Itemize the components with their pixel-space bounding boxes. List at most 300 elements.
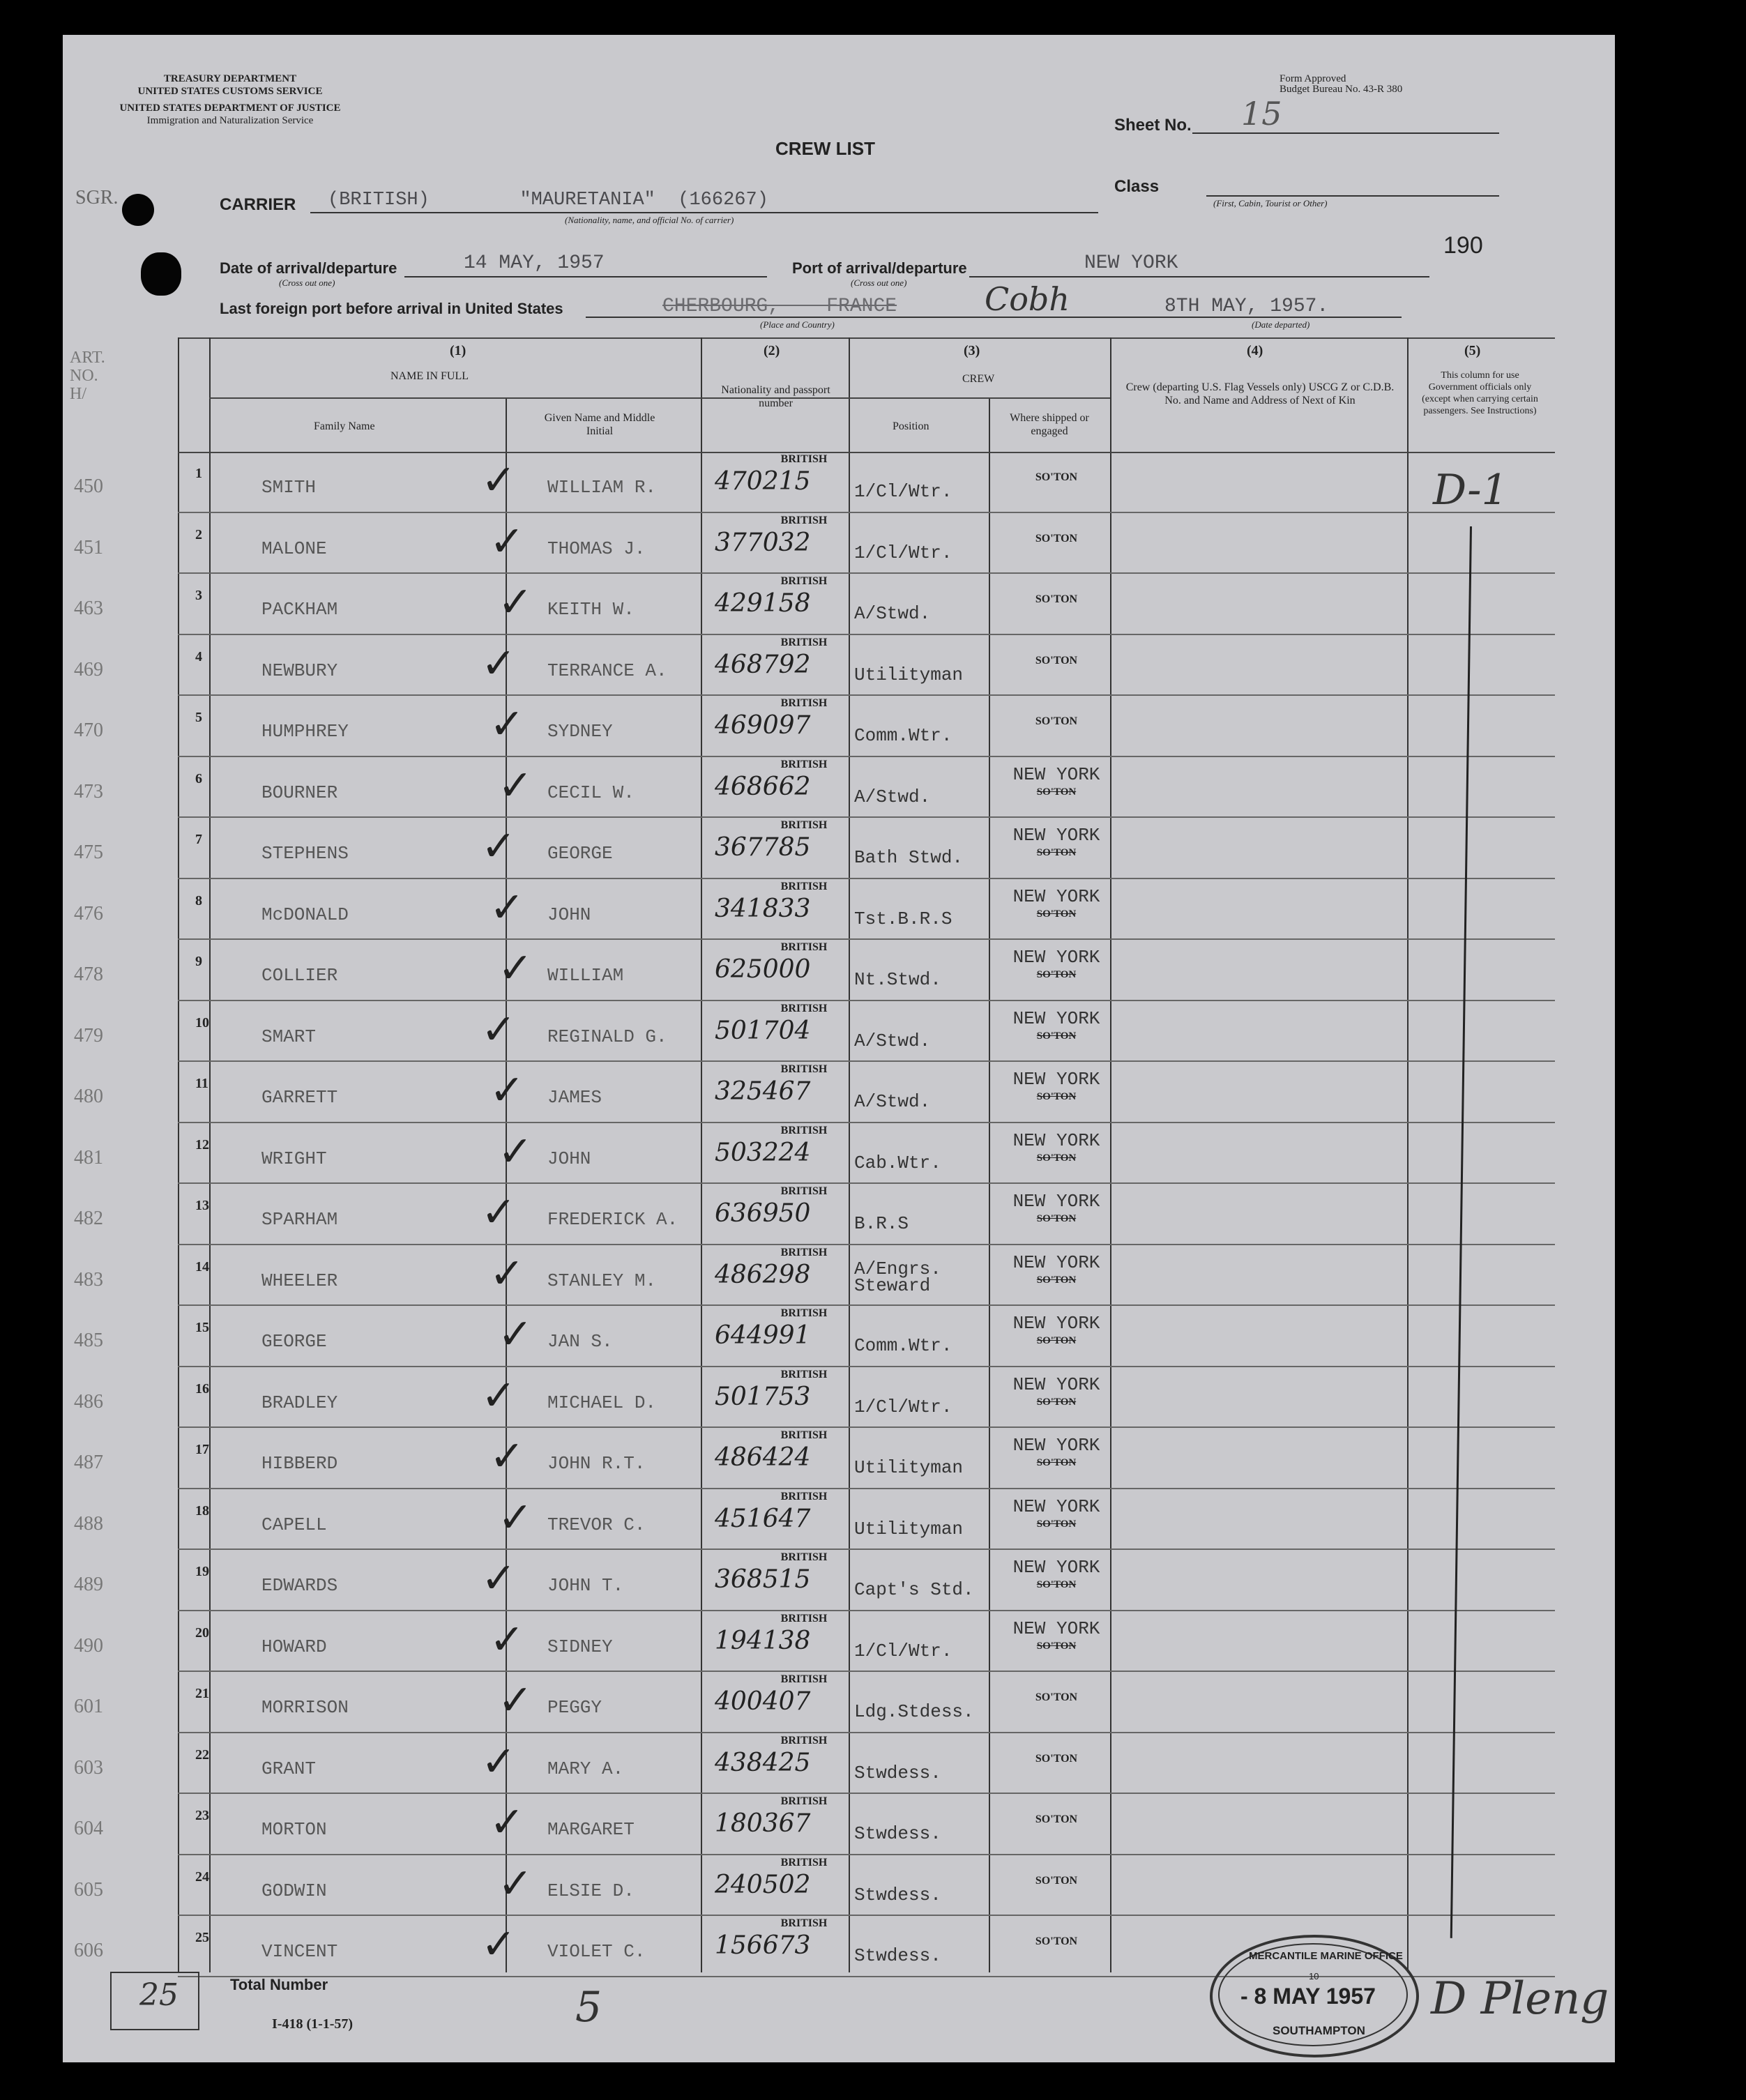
where-shipped: SO'TON bbox=[1035, 471, 1078, 483]
passport-number: 468662 bbox=[715, 772, 811, 801]
agency-line-4: Immigration and Naturalization Service bbox=[146, 115, 314, 126]
position: Nt.Stwd. bbox=[854, 969, 941, 990]
sgr-label: SGR. bbox=[75, 187, 119, 208]
given-name: MARGARET bbox=[547, 1819, 635, 1840]
where-shipped-new-york: NEW YORK bbox=[1012, 1251, 1100, 1273]
page-number: 190 bbox=[1443, 232, 1483, 259]
art-number: 486 bbox=[74, 1390, 103, 1413]
nationality: BRITISH bbox=[780, 1307, 828, 1319]
line-number: 20 bbox=[195, 1625, 209, 1641]
check-mark-icon: ✓ bbox=[481, 456, 517, 505]
nationality: BRITISH bbox=[780, 1185, 828, 1197]
sheet-label: Sheet No. bbox=[1114, 116, 1192, 135]
date-hint: (Cross out one) bbox=[279, 277, 335, 288]
family-name: EDWARDS bbox=[261, 1575, 338, 1596]
where-shipped: SO'TON bbox=[1036, 1518, 1077, 1530]
col1-given-heading: Given Name and Middle Initial bbox=[544, 412, 655, 437]
col1-title: NAME IN FULL bbox=[390, 370, 469, 382]
passport-number: 451647 bbox=[715, 1504, 811, 1533]
position: 1/Cl/Wtr. bbox=[854, 1640, 952, 1661]
port-underline bbox=[969, 276, 1429, 277]
check-mark-icon: ✓ bbox=[481, 1188, 517, 1237]
line-number: 4 bbox=[195, 648, 202, 664]
art-number: 487 bbox=[74, 1452, 103, 1473]
nationality: BRITISH bbox=[780, 636, 828, 648]
check-mark-icon: ✓ bbox=[498, 1859, 533, 1908]
departed-hint: (Date departed) bbox=[1252, 319, 1310, 330]
check-mark-icon: ✓ bbox=[498, 944, 533, 993]
family-name: BOURNER bbox=[261, 782, 338, 803]
given-name: MARY A. bbox=[547, 1758, 624, 1779]
line-number: 18 bbox=[195, 1502, 209, 1519]
given-name: CECIL W. bbox=[547, 782, 635, 803]
table-row bbox=[63, 1672, 1615, 1733]
table-row bbox=[63, 1367, 1615, 1429]
passport-number: 325467 bbox=[715, 1077, 811, 1106]
art-number: 479 bbox=[74, 1024, 103, 1047]
form-approved bbox=[1280, 74, 1402, 95]
position: A/Stwd. bbox=[854, 603, 931, 624]
table-row bbox=[63, 818, 1615, 879]
family-name: SMART bbox=[261, 1026, 317, 1047]
where-shipped-new-york: NEW YORK bbox=[1012, 1435, 1100, 1456]
where-shipped: SO'TON bbox=[1036, 1152, 1077, 1164]
line-number: 21 bbox=[195, 1686, 209, 1701]
art-number: 480 bbox=[74, 1086, 103, 1107]
line-number: 14 bbox=[195, 1258, 209, 1275]
given-name: JOHN bbox=[547, 904, 591, 925]
line-number: 2 bbox=[195, 526, 202, 542]
family-name: GARRETT bbox=[261, 1087, 338, 1108]
where-shipped-new-york: NEW YORK bbox=[1012, 1129, 1100, 1151]
where-shipped: SO'TON bbox=[1036, 1335, 1077, 1346]
family-name: BRADLEY bbox=[261, 1392, 338, 1413]
art-number: 489 bbox=[74, 1574, 103, 1595]
table-row bbox=[63, 1245, 1615, 1307]
where-shipped: SO'TON bbox=[1035, 1935, 1078, 1947]
family-name: STEPHENS bbox=[261, 843, 349, 864]
art-number: 473 bbox=[74, 780, 103, 802]
given-name: THOMAS J. bbox=[547, 538, 646, 559]
where-shipped: SO'TON bbox=[1035, 1874, 1078, 1887]
family-name: SMITH bbox=[261, 477, 317, 498]
position: Stwdess. bbox=[854, 1884, 941, 1905]
position: Capt's Std. bbox=[854, 1579, 974, 1600]
nationality: BRITISH bbox=[780, 1429, 828, 1441]
family-name: WHEELER bbox=[261, 1270, 338, 1291]
line-number: 11 bbox=[195, 1076, 208, 1091]
family-name: GRANT bbox=[261, 1758, 317, 1779]
given-name: ELSIE D. bbox=[547, 1880, 635, 1901]
line-number: 5 bbox=[195, 710, 202, 725]
check-mark-icon: ✓ bbox=[489, 1066, 525, 1115]
art-number: 476 bbox=[74, 902, 103, 925]
col5-title: This column for use Government officials only (except when carrying certain passengers. See Instructions) bbox=[1422, 370, 1538, 416]
check-mark-icon: ✓ bbox=[481, 1005, 517, 1054]
table-row bbox=[63, 879, 1615, 941]
family-name: GODWIN bbox=[261, 1880, 327, 1901]
passport-number: 503224 bbox=[715, 1138, 811, 1167]
passport-number: 194138 bbox=[715, 1626, 811, 1655]
nationality: BRITISH bbox=[780, 1490, 828, 1502]
form-number: I-418 (1-1-57) bbox=[272, 2016, 354, 2032]
passport-number: 486298 bbox=[715, 1260, 811, 1289]
given-name: JOHN bbox=[547, 1148, 591, 1169]
mercantile-marine-stamp bbox=[1210, 1935, 1419, 2057]
table-row bbox=[63, 1855, 1615, 1917]
art-number: 604 bbox=[74, 1818, 103, 1839]
passport-number: 468792 bbox=[715, 650, 811, 679]
art-number: 463 bbox=[74, 598, 103, 619]
table-row bbox=[63, 1794, 1615, 1855]
passport-number: 368515 bbox=[715, 1565, 811, 1594]
nationality: BRITISH bbox=[780, 1124, 828, 1136]
stamp-bottom-text: SOUTHAMPTON bbox=[1273, 2024, 1365, 2037]
where-shipped: SO'TON bbox=[1035, 532, 1078, 545]
nationality: BRITISH bbox=[780, 514, 828, 526]
art-number: 481 bbox=[74, 1146, 103, 1169]
col4-number: (4) bbox=[1247, 343, 1263, 358]
last-port-value: CHERBOURG, FRANCE bbox=[662, 296, 897, 317]
ink-blot-1 bbox=[122, 194, 154, 226]
position: Comm.Wtr. bbox=[854, 1335, 952, 1356]
where-shipped: SO'TON bbox=[1035, 1813, 1078, 1825]
table-row bbox=[63, 635, 1615, 697]
family-name: HIBBERD bbox=[261, 1453, 338, 1474]
check-mark-icon: ✓ bbox=[498, 578, 533, 627]
check-mark-icon: ✓ bbox=[481, 639, 517, 688]
where-shipped-new-york: NEW YORK bbox=[1012, 1496, 1100, 1517]
table-row bbox=[63, 1306, 1615, 1367]
nationality: BRITISH bbox=[780, 941, 828, 953]
where-shipped: SO'TON bbox=[1036, 1030, 1077, 1042]
check-mark-icon: ✓ bbox=[498, 1676, 533, 1725]
passport-number: 429158 bbox=[715, 589, 811, 618]
line-number: 9 bbox=[195, 954, 202, 969]
nationality: BRITISH bbox=[780, 1063, 828, 1075]
art-number: 603 bbox=[74, 1756, 103, 1779]
passport-number: 240502 bbox=[715, 1870, 811, 1899]
family-name: MALONE bbox=[261, 538, 327, 559]
sheet-value: 15 bbox=[1241, 95, 1282, 132]
given-name: SIDNEY bbox=[547, 1636, 613, 1657]
where-shipped: SO'TON bbox=[1036, 1091, 1077, 1102]
passport-number: 486424 bbox=[715, 1443, 811, 1472]
passport-number: 367785 bbox=[715, 833, 811, 862]
carrier-hint: (Nationality, name, and official No. of carrier) bbox=[565, 215, 734, 225]
departed-value: 8TH MAY, 1957. bbox=[1164, 296, 1329, 317]
where-shipped: SO'TON bbox=[1035, 715, 1078, 727]
where-shipped: SO'TON bbox=[1036, 847, 1077, 858]
position: A/Stwd. bbox=[854, 786, 931, 807]
art-number: 475 bbox=[74, 842, 103, 863]
form-approved-line-2: Budget Bureau No. 43-R 380 bbox=[1280, 84, 1403, 95]
where-shipped-new-york: NEW YORK bbox=[1012, 1007, 1100, 1029]
position: Bath Stwd. bbox=[854, 847, 964, 868]
class-underline bbox=[1206, 195, 1499, 197]
date-underline bbox=[404, 276, 767, 277]
given-name: GEORGE bbox=[547, 843, 613, 864]
check-mark-icon: ✓ bbox=[489, 883, 525, 932]
nationality: BRITISH bbox=[780, 1795, 828, 1807]
given-name: WILLIAM bbox=[547, 965, 624, 986]
col5-mark: D-1 bbox=[1433, 466, 1508, 515]
agency-header bbox=[112, 73, 349, 127]
ink-blot-2 bbox=[141, 252, 181, 296]
art-no-label: ART. NO. H/ bbox=[70, 349, 105, 403]
passport-number: 501753 bbox=[715, 1382, 811, 1411]
where-shipped-new-york: NEW YORK bbox=[1012, 1313, 1100, 1334]
crew-list-document bbox=[63, 35, 1615, 2062]
table-row bbox=[63, 1123, 1615, 1185]
table-top-line bbox=[178, 337, 1555, 339]
where-shipped-new-york: NEW YORK bbox=[1012, 1618, 1100, 1639]
art-number: 482 bbox=[74, 1208, 103, 1229]
art-number: 470 bbox=[74, 720, 103, 741]
col2-number: (2) bbox=[764, 343, 780, 358]
carrier-value: (BRITISH) "MAURETANIA" (166267) bbox=[328, 190, 768, 211]
stamp-small: 10 bbox=[1309, 1971, 1319, 1981]
passport-number: 180367 bbox=[715, 1809, 811, 1838]
page-title: CREW LIST bbox=[775, 138, 875, 159]
where-shipped: SO'TON bbox=[1035, 1691, 1078, 1703]
table-row bbox=[63, 1489, 1615, 1551]
sheet-underline bbox=[1192, 132, 1499, 134]
position: 1/Cl/Wtr. bbox=[854, 1396, 952, 1417]
agency-line-1: TREASURY DEPARTMENT bbox=[163, 73, 297, 84]
where-shipped-new-york: NEW YORK bbox=[1012, 1557, 1100, 1578]
nationality: BRITISH bbox=[780, 1002, 828, 1014]
where-shipped: SO'TON bbox=[1036, 1640, 1077, 1652]
line-number: 13 bbox=[195, 1198, 209, 1213]
position: Stwdess. bbox=[854, 1823, 941, 1844]
nationality: BRITISH bbox=[780, 880, 828, 892]
position: A/Engrs. Steward bbox=[854, 1258, 941, 1296]
col3-number: (3) bbox=[964, 343, 980, 358]
table-row bbox=[63, 1733, 1615, 1795]
position: Utilityman bbox=[854, 664, 964, 685]
line-number: 7 bbox=[195, 832, 202, 847]
position: Utilityman bbox=[854, 1457, 964, 1478]
art-number: 469 bbox=[74, 658, 103, 680]
form-approved-line-1: Form Approved bbox=[1280, 73, 1346, 84]
given-name: TERRANCE A. bbox=[547, 660, 667, 681]
where-shipped-new-york: NEW YORK bbox=[1012, 763, 1100, 785]
art-number: 606 bbox=[74, 1940, 103, 1961]
where-shipped: SO'TON bbox=[1036, 1213, 1077, 1224]
total-label: Total Number bbox=[230, 1976, 328, 1993]
last-port-handwritten: Cobh bbox=[985, 280, 1070, 318]
table-row bbox=[63, 574, 1615, 635]
col2-title: Nationality and passport number bbox=[721, 384, 830, 409]
agency-line-3: UNITED STATES DEPARTMENT OF JUSTICE bbox=[119, 102, 341, 114]
nationality: BRITISH bbox=[780, 1368, 828, 1380]
passport-number: 377032 bbox=[715, 528, 811, 557]
nationality: BRITISH bbox=[780, 1673, 828, 1685]
port-label: Port of arrival/departure bbox=[792, 259, 967, 277]
position: Tst.B.R.S bbox=[854, 908, 952, 929]
given-name: JAMES bbox=[547, 1087, 602, 1108]
family-name: MORRISON bbox=[261, 1697, 349, 1718]
header-split-line bbox=[209, 397, 1110, 399]
check-mark-icon: ✓ bbox=[481, 822, 517, 871]
table-row bbox=[63, 696, 1615, 757]
line-number: 19 bbox=[195, 1564, 209, 1579]
given-name: MICHAEL D. bbox=[547, 1392, 657, 1413]
line-number: 8 bbox=[195, 892, 202, 908]
line-number: 12 bbox=[195, 1136, 209, 1152]
art-number: 488 bbox=[74, 1512, 103, 1535]
check-mark-icon: ✓ bbox=[489, 1432, 525, 1481]
where-shipped: SO'TON bbox=[1036, 1396, 1077, 1408]
table-row bbox=[63, 513, 1615, 575]
table-row bbox=[63, 757, 1615, 819]
family-name: HOWARD bbox=[261, 1636, 327, 1657]
check-mark-icon: ✓ bbox=[489, 1249, 525, 1298]
port-value: NEW YORK bbox=[1084, 252, 1178, 274]
art-number: 485 bbox=[74, 1330, 103, 1351]
line-number: 23 bbox=[195, 1808, 209, 1823]
check-mark-icon: ✓ bbox=[489, 1798, 525, 1847]
where-shipped: SO'TON bbox=[1036, 969, 1077, 980]
family-name: CAPELL bbox=[261, 1514, 327, 1535]
where-shipped: SO'TON bbox=[1035, 593, 1078, 605]
nationality: BRITISH bbox=[780, 575, 828, 587]
check-mark-icon: ✓ bbox=[481, 1554, 517, 1603]
given-name: REGINALD G. bbox=[547, 1026, 667, 1047]
total-box-value: 25 bbox=[139, 1977, 179, 2013]
last-port-label: Last foreign port before arrival in United States bbox=[220, 300, 563, 317]
given-name: STANLEY M. bbox=[547, 1270, 657, 1291]
position: 1/Cl/Wtr. bbox=[854, 542, 952, 563]
art-number: 450 bbox=[74, 475, 103, 497]
given-name: JOHN T. bbox=[547, 1575, 624, 1596]
passport-number: 636950 bbox=[715, 1199, 811, 1228]
line-number: 22 bbox=[195, 1747, 209, 1763]
date-label: Date of arrival/departure bbox=[220, 259, 397, 277]
check-mark-icon: ✓ bbox=[498, 1310, 533, 1359]
art-number: 601 bbox=[74, 1696, 103, 1717]
passport-number: 469097 bbox=[715, 711, 811, 740]
passport-number: 156673 bbox=[715, 1931, 811, 1960]
passport-number: 644991 bbox=[715, 1321, 811, 1350]
nationality: BRITISH bbox=[780, 1612, 828, 1625]
position: Stwdess. bbox=[854, 1945, 941, 1966]
given-name: SYDNEY bbox=[547, 721, 613, 742]
nationality: BRITISH bbox=[780, 819, 828, 831]
table-row bbox=[63, 452, 1615, 513]
where-shipped: SO'TON bbox=[1036, 1579, 1077, 1590]
check-mark-icon: ✓ bbox=[489, 1615, 525, 1664]
line-number: 10 bbox=[195, 1014, 209, 1030]
position: Stwdess. bbox=[854, 1762, 941, 1783]
port-hint: (Cross out one) bbox=[851, 277, 907, 288]
check-mark-icon: ✓ bbox=[481, 1371, 517, 1420]
line-number: 24 bbox=[195, 1869, 209, 1885]
col1-family-heading: Family Name bbox=[314, 420, 375, 432]
table-row bbox=[63, 940, 1615, 1001]
where-shipped: SO'TON bbox=[1035, 1752, 1078, 1765]
col4-title: Crew (departing U.S. Flag Vessels only) USCG Z or C.D.B. No. and Name and Address of Next of Kin bbox=[1125, 381, 1395, 406]
nationality: BRITISH bbox=[780, 1551, 828, 1563]
line-number: 25 bbox=[195, 1930, 209, 1945]
line-number: 6 bbox=[195, 770, 202, 786]
line-number: 16 bbox=[195, 1380, 209, 1397]
art-number: 490 bbox=[74, 1634, 103, 1657]
date-value: 14 MAY, 1957 bbox=[464, 252, 605, 274]
check-mark-icon: ✓ bbox=[489, 700, 525, 749]
position: B.R.S bbox=[854, 1213, 909, 1234]
stamp-top-text: MERCANTILE MARINE OFFICE bbox=[1249, 1950, 1403, 1962]
given-name: WILLIAM R. bbox=[547, 477, 657, 498]
family-name: McDONALD bbox=[261, 904, 349, 925]
class-label: Class bbox=[1114, 177, 1160, 196]
position: Cab.Wtr. bbox=[854, 1152, 941, 1173]
position: Utilityman bbox=[854, 1518, 964, 1539]
position: Comm.Wtr. bbox=[854, 725, 952, 746]
passport-number: 438425 bbox=[715, 1748, 811, 1777]
passport-number: 400407 bbox=[715, 1687, 811, 1716]
nationality: BRITISH bbox=[780, 758, 828, 770]
signature: D Pleng bbox=[1431, 1973, 1609, 2025]
family-name: SPARHAM bbox=[261, 1209, 338, 1230]
nationality: BRITISH bbox=[780, 1856, 828, 1869]
passport-number: 470215 bbox=[715, 467, 811, 496]
nationality: BRITISH bbox=[780, 697, 828, 709]
check-mark-icon: ✓ bbox=[498, 1493, 533, 1542]
art-number: 605 bbox=[74, 1878, 103, 1901]
position: A/Stwd. bbox=[854, 1091, 931, 1112]
nationality: BRITISH bbox=[780, 1734, 828, 1747]
given-name: TREVOR C. bbox=[547, 1514, 646, 1535]
nationality: BRITISH bbox=[780, 1246, 828, 1258]
class-hint: (First, Cabin, Tourist or Other) bbox=[1213, 198, 1328, 208]
position: Ldg.Stdess. bbox=[854, 1701, 974, 1722]
family-name: NEWBURY bbox=[261, 660, 338, 681]
where-shipped-new-york: NEW YORK bbox=[1012, 1069, 1100, 1090]
family-name: VINCENT bbox=[261, 1941, 338, 1962]
crew-rows bbox=[63, 452, 1615, 1986]
hand-mark: 5 bbox=[575, 1983, 602, 2032]
nationality: BRITISH bbox=[780, 453, 828, 465]
last-port-hint: (Place and Country) bbox=[760, 319, 835, 330]
family-name: GEORGE bbox=[261, 1331, 327, 1352]
carrier-underline bbox=[310, 212, 1098, 213]
line-number: 17 bbox=[195, 1442, 209, 1457]
line-number: 15 bbox=[195, 1320, 209, 1335]
check-mark-icon: ✓ bbox=[481, 1737, 517, 1786]
carrier-label: CARRIER bbox=[220, 195, 296, 214]
family-name: MORTON bbox=[261, 1819, 327, 1840]
check-mark-icon: ✓ bbox=[481, 1920, 517, 1969]
where-shipped: SO'TON bbox=[1036, 1457, 1077, 1468]
check-mark-icon: ✓ bbox=[489, 517, 525, 566]
given-name: KEITH W. bbox=[547, 599, 635, 620]
table-row bbox=[63, 1550, 1615, 1611]
where-shipped: SO'TON bbox=[1036, 1274, 1077, 1286]
position: 1/Cl/Wtr. bbox=[854, 481, 952, 502]
where-shipped: SO'TON bbox=[1035, 654, 1078, 667]
given-name: VIOLET C. bbox=[547, 1941, 646, 1962]
family-name: COLLIER bbox=[261, 965, 338, 986]
col3-where-heading: Where shipped or engaged bbox=[1010, 412, 1089, 437]
table-row bbox=[63, 1428, 1615, 1489]
where-shipped-new-york: NEW YORK bbox=[1012, 1191, 1100, 1212]
family-name: PACKHAM bbox=[261, 599, 338, 620]
col1-number: (1) bbox=[450, 343, 466, 358]
art-number: 483 bbox=[74, 1268, 103, 1291]
col3-position-heading: Position bbox=[893, 420, 929, 432]
